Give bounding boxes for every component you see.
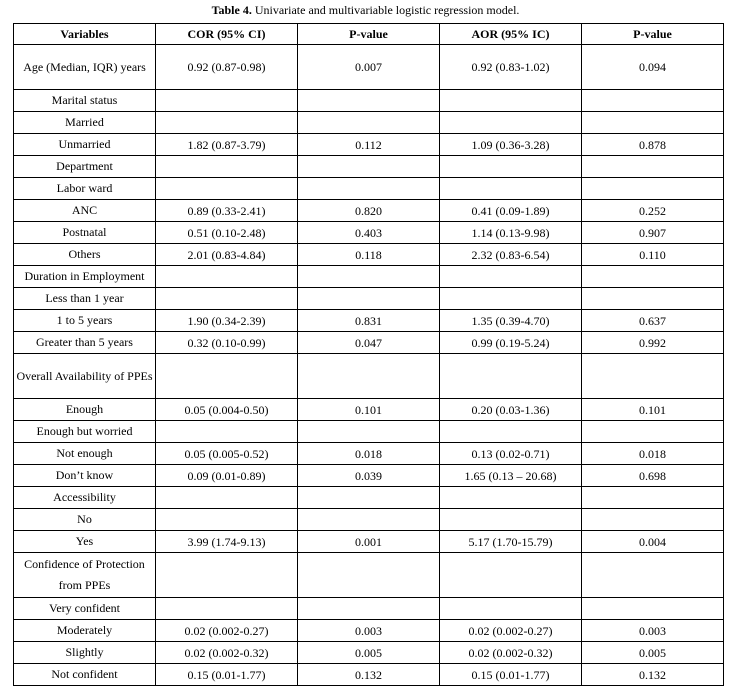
cell-p-value-cor: 0.831 bbox=[298, 310, 440, 332]
cell-variable: Not confident bbox=[14, 664, 156, 686]
cell-cor bbox=[156, 178, 298, 200]
table-row bbox=[14, 310, 724, 332]
cell-p-value-aor: 0.637 bbox=[582, 310, 724, 332]
table-row bbox=[14, 399, 724, 421]
table-row bbox=[14, 178, 724, 200]
cell-p-value-aor: 0.992 bbox=[582, 332, 724, 354]
table-row bbox=[14, 598, 724, 620]
cell-variable: Less than 1 year bbox=[14, 288, 156, 310]
cell-variable: Enough but worried bbox=[14, 421, 156, 443]
cell-p-value-cor: 0.007 bbox=[298, 45, 440, 90]
cell-p-value-aor bbox=[582, 487, 724, 509]
cell-p-value-aor: 0.004 bbox=[582, 531, 724, 553]
cell-p-value-cor: 0.101 bbox=[298, 399, 440, 421]
cell-variable: Yes bbox=[14, 531, 156, 553]
cell-aor: 1.14 (0.13-9.98) bbox=[440, 222, 582, 244]
table-row bbox=[14, 90, 724, 112]
cell-variable: Confidence of Protection from PPEs bbox=[14, 553, 156, 598]
table-row bbox=[14, 200, 724, 222]
cell-p-value-aor bbox=[582, 553, 724, 598]
cell-variable: Unmarried bbox=[14, 134, 156, 156]
cell-cor bbox=[156, 156, 298, 178]
cell-p-value-cor bbox=[298, 421, 440, 443]
cell-cor: 1.82 (0.87-3.79) bbox=[156, 134, 298, 156]
table-row bbox=[14, 156, 724, 178]
cell-variable: Enough bbox=[14, 399, 156, 421]
cell-cor bbox=[156, 421, 298, 443]
table-row bbox=[14, 664, 724, 686]
cell-variable: No bbox=[14, 509, 156, 531]
cell-cor: 0.05 (0.005-0.52) bbox=[156, 443, 298, 465]
cell-cor: 0.05 (0.004-0.50) bbox=[156, 399, 298, 421]
cell-aor: 0.02 (0.002-0.32) bbox=[440, 642, 582, 664]
table-caption-label: Table 4. bbox=[211, 3, 252, 17]
cell-aor bbox=[440, 288, 582, 310]
cell-p-value-aor bbox=[582, 354, 724, 399]
cell-p-value-cor bbox=[298, 509, 440, 531]
cell-p-value-cor: 0.003 bbox=[298, 620, 440, 642]
cell-p-value-cor: 0.403 bbox=[298, 222, 440, 244]
cell-aor: 0.15 (0.01-1.77) bbox=[440, 664, 582, 686]
cell-variable: ANC bbox=[14, 200, 156, 222]
cell-p-value-aor bbox=[582, 112, 724, 134]
cell-p-value-aor bbox=[582, 598, 724, 620]
cell-p-value-aor: 0.018 bbox=[582, 443, 724, 465]
cell-cor: 1.90 (0.34-2.39) bbox=[156, 310, 298, 332]
cell-variable: Department bbox=[14, 156, 156, 178]
cell-p-value-cor bbox=[298, 354, 440, 399]
cell-p-value-aor: 0.878 bbox=[582, 134, 724, 156]
cell-aor bbox=[440, 487, 582, 509]
cell-cor: 0.51 (0.10-2.48) bbox=[156, 222, 298, 244]
cell-p-value-cor bbox=[298, 598, 440, 620]
cell-aor bbox=[440, 266, 582, 288]
cell-cor bbox=[156, 90, 298, 112]
cell-aor bbox=[440, 421, 582, 443]
table-row bbox=[14, 112, 724, 134]
cell-p-value-aor bbox=[582, 178, 724, 200]
cell-cor bbox=[156, 598, 298, 620]
header-p-value-aor: P-value bbox=[582, 24, 724, 45]
cell-p-value-aor: 0.698 bbox=[582, 465, 724, 487]
cell-p-value-cor: 0.118 bbox=[298, 244, 440, 266]
table-row bbox=[14, 222, 724, 244]
cell-variable: Moderately bbox=[14, 620, 156, 642]
cell-p-value-cor bbox=[298, 553, 440, 598]
table-row bbox=[14, 553, 724, 598]
cell-cor bbox=[156, 266, 298, 288]
cell-aor: 1.09 (0.36-3.28) bbox=[440, 134, 582, 156]
cell-variable: Slightly bbox=[14, 642, 156, 664]
cell-p-value-cor: 0.820 bbox=[298, 200, 440, 222]
cell-cor bbox=[156, 553, 298, 598]
cell-variable: Very confident bbox=[14, 598, 156, 620]
cell-aor: 0.92 (0.83-1.02) bbox=[440, 45, 582, 90]
table-row bbox=[14, 244, 724, 266]
cell-aor: 0.99 (0.19-5.24) bbox=[440, 332, 582, 354]
cell-cor bbox=[156, 487, 298, 509]
cell-aor: 1.35 (0.39-4.70) bbox=[440, 310, 582, 332]
cell-p-value-aor bbox=[582, 288, 724, 310]
cell-cor: 2.01 (0.83-4.84) bbox=[156, 244, 298, 266]
cell-p-value-cor bbox=[298, 487, 440, 509]
cell-variable: Duration in Employment bbox=[14, 266, 156, 288]
cell-p-value-cor bbox=[298, 288, 440, 310]
cell-variable: Postnatal bbox=[14, 222, 156, 244]
cell-aor bbox=[440, 90, 582, 112]
table-row bbox=[14, 45, 724, 90]
cell-p-value-cor: 0.018 bbox=[298, 443, 440, 465]
cell-variable: Don’t know bbox=[14, 465, 156, 487]
cell-variable: Not enough bbox=[14, 443, 156, 465]
cell-p-value-aor: 0.110 bbox=[582, 244, 724, 266]
cell-p-value-aor: 0.132 bbox=[582, 664, 724, 686]
table-body bbox=[14, 45, 724, 686]
cell-p-value-cor: 0.132 bbox=[298, 664, 440, 686]
cell-variable: Overall Availability of PPEs bbox=[14, 354, 156, 399]
table-row bbox=[14, 354, 724, 399]
cell-variable: Accessibility bbox=[14, 487, 156, 509]
cell-cor: 0.15 (0.01-1.77) bbox=[156, 664, 298, 686]
cell-variable: Marital status bbox=[14, 90, 156, 112]
cell-aor bbox=[440, 354, 582, 399]
cell-aor bbox=[440, 156, 582, 178]
cell-p-value-aor: 0.252 bbox=[582, 200, 724, 222]
table-row bbox=[14, 443, 724, 465]
cell-variable: 1 to 5 years bbox=[14, 310, 156, 332]
cell-p-value-cor bbox=[298, 112, 440, 134]
cell-cor bbox=[156, 354, 298, 399]
cell-cor: 0.09 (0.01-0.89) bbox=[156, 465, 298, 487]
cell-p-value-aor bbox=[582, 509, 724, 531]
cell-aor bbox=[440, 112, 582, 134]
cell-p-value-cor: 0.039 bbox=[298, 465, 440, 487]
cell-variable: Age (Median, IQR) years bbox=[14, 45, 156, 90]
cell-cor: 3.99 (1.74-9.13) bbox=[156, 531, 298, 553]
cell-p-value-aor: 0.907 bbox=[582, 222, 724, 244]
cell-p-value-cor: 0.112 bbox=[298, 134, 440, 156]
cell-p-value-aor bbox=[582, 90, 724, 112]
table-caption bbox=[0, 2, 731, 18]
cell-p-value-aor bbox=[582, 421, 724, 443]
cell-p-value-cor bbox=[298, 178, 440, 200]
cell-variable: Greater than 5 years bbox=[14, 332, 156, 354]
cell-aor: 0.13 (0.02-0.71) bbox=[440, 443, 582, 465]
table-row bbox=[14, 642, 724, 664]
cell-aor: 0.41 (0.09-1.89) bbox=[440, 200, 582, 222]
cell-p-value-aor: 0.094 bbox=[582, 45, 724, 90]
cell-p-value-cor: 0.005 bbox=[298, 642, 440, 664]
cell-variable: Labor ward bbox=[14, 178, 156, 200]
table-row bbox=[14, 487, 724, 509]
table-row bbox=[14, 421, 724, 443]
cell-cor: 0.92 (0.87-0.98) bbox=[156, 45, 298, 90]
cell-p-value-aor bbox=[582, 156, 724, 178]
cell-cor: 0.32 (0.10-0.99) bbox=[156, 332, 298, 354]
cell-p-value-aor bbox=[582, 266, 724, 288]
cell-cor: 0.02 (0.002-0.32) bbox=[156, 642, 298, 664]
cell-aor: 5.17 (1.70-15.79) bbox=[440, 531, 582, 553]
cell-variable: Others bbox=[14, 244, 156, 266]
table-row bbox=[14, 531, 724, 553]
cell-aor: 0.20 (0.03-1.36) bbox=[440, 399, 582, 421]
cell-aor bbox=[440, 553, 582, 598]
cell-cor: 0.89 (0.33-2.41) bbox=[156, 200, 298, 222]
cell-aor: 2.32 (0.83-6.54) bbox=[440, 244, 582, 266]
table-row bbox=[14, 465, 724, 487]
cell-aor bbox=[440, 178, 582, 200]
cell-p-value-aor: 0.005 bbox=[582, 642, 724, 664]
table-row bbox=[14, 288, 724, 310]
header-p-value-cor: P-value bbox=[298, 24, 440, 45]
cell-aor bbox=[440, 509, 582, 531]
cell-aor: 1.65 (0.13 – 20.68) bbox=[440, 465, 582, 487]
header-aor: AOR (95% IC) bbox=[440, 24, 582, 45]
header-cor: COR (95% CI) bbox=[156, 24, 298, 45]
table-row bbox=[14, 134, 724, 156]
cell-p-value-cor bbox=[298, 156, 440, 178]
table-row bbox=[14, 266, 724, 288]
cell-aor bbox=[440, 598, 582, 620]
cell-cor: 0.02 (0.002-0.27) bbox=[156, 620, 298, 642]
cell-p-value-cor: 0.047 bbox=[298, 332, 440, 354]
table-header-row bbox=[14, 24, 724, 45]
cell-cor bbox=[156, 112, 298, 134]
header-variables: Variables bbox=[14, 24, 156, 45]
cell-p-value-cor bbox=[298, 266, 440, 288]
table-row bbox=[14, 332, 724, 354]
cell-aor: 0.02 (0.002-0.27) bbox=[440, 620, 582, 642]
regression-table bbox=[13, 23, 724, 686]
table-row bbox=[14, 620, 724, 642]
cell-p-value-cor: 0.001 bbox=[298, 531, 440, 553]
cell-p-value-aor: 0.003 bbox=[582, 620, 724, 642]
table-row bbox=[14, 509, 724, 531]
cell-p-value-aor: 0.101 bbox=[582, 399, 724, 421]
cell-cor bbox=[156, 509, 298, 531]
cell-p-value-cor bbox=[298, 90, 440, 112]
cell-variable: Married bbox=[14, 112, 156, 134]
cell-cor bbox=[156, 288, 298, 310]
table-caption-text: Univariate and multivariable logistic regression model. bbox=[254, 3, 520, 17]
